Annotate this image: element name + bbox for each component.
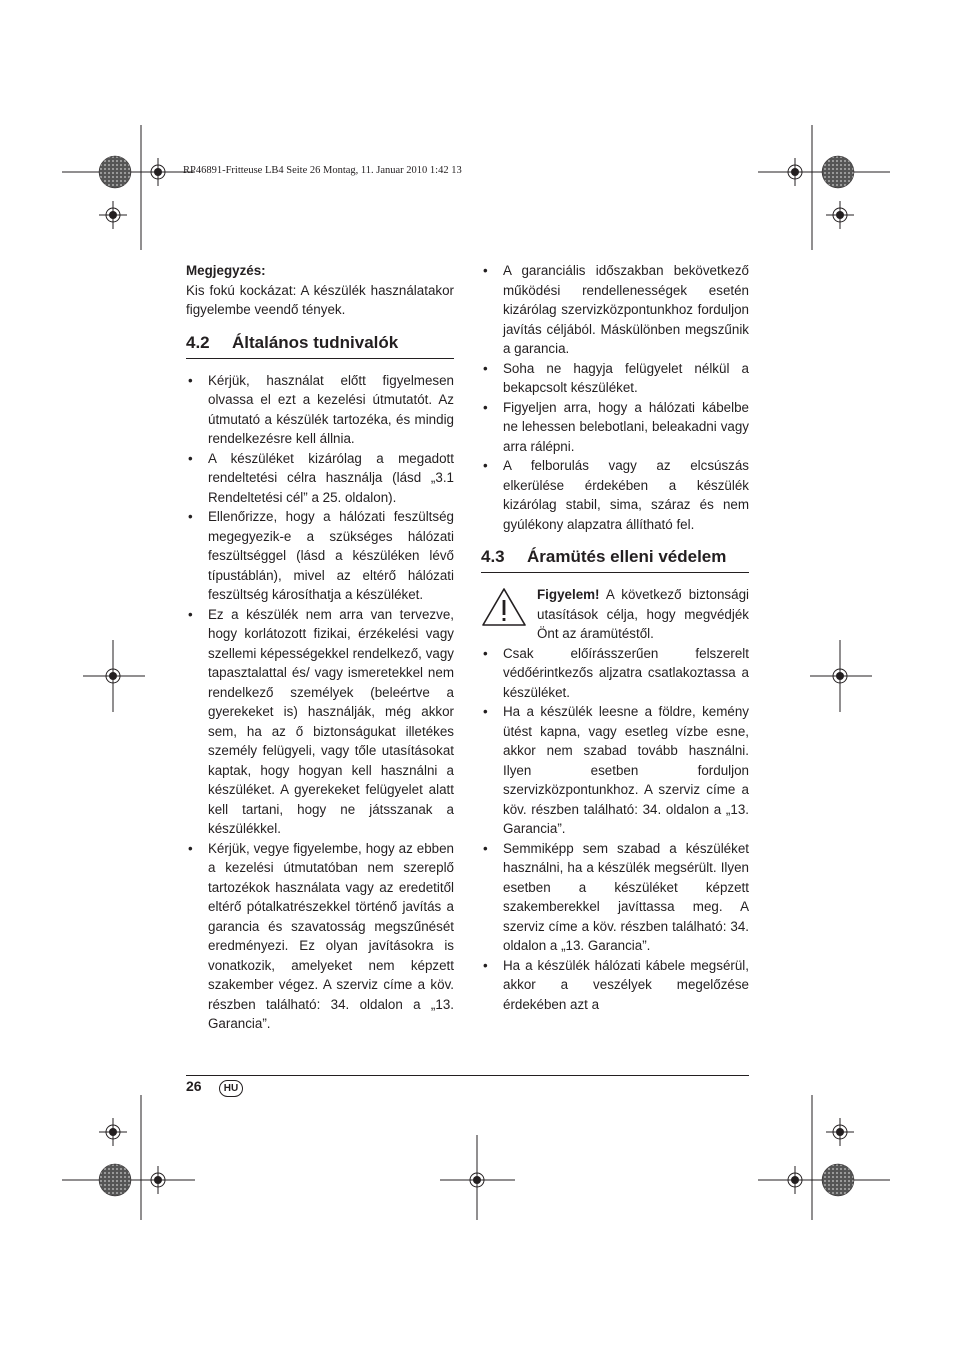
- list-item: • Figyeljen arra, hogy a hálózati kábelbe ne lehessen belebotlani, beleakadni vagy arra rálépni.: [483, 399, 749, 454]
- bullet-icon: •: [188, 840, 193, 856]
- left-column: [186, 261, 454, 1034]
- footer-divider: [186, 1075, 749, 1076]
- print-header: RP46891-Fritteuse LB4 Seite 26 Montag, 11. Januar 2010 1:42 13: [183, 165, 462, 176]
- bullet-icon: •: [188, 509, 193, 524]
- list-item: • A garanciális időszakban bekövetkező működési rendellenességek esetén kizárólag szervizközpontunkhoz forduljon javítás céljából. Máskülönben megszűnik a garancia.: [483, 263, 749, 356]
- list-item: • A készüléket kizárólag a megadott rendeltetési célra használja (lásd „3.1 Rendeltetési cél” a 25. oldalon).: [188, 450, 454, 505]
- list-item: • Csak előírásszerűen felszerelt védőérintkezős aljzatra csatlakoztassa a készüléket.: [483, 645, 749, 700]
- warning-label: Figyelem!: [537, 587, 600, 602]
- general-info-list: [186, 371, 454, 1034]
- bullet-icon: •: [483, 840, 488, 856]
- note-text: Kis fokú kockázat: A készülék használatakor figyelembe veendő tények.: [186, 282, 454, 317]
- page-number: 26: [186, 1078, 202, 1094]
- section-number: 4.2: [186, 332, 210, 352]
- right-column: [481, 261, 749, 1014]
- warning-message: A következő biztonsági utasítások célja, hogy megvédjék Önt az áramütéstől.: [537, 587, 749, 641]
- list-item: • Ellenőrizze, hogy a hálózati feszültség megegyezik-e a szükséges hálózati feszültséggel (lásd a készüléken lévő típustáblán), mivel az eltérő hálózati feszültség károsíthatja a készüléket.: [188, 509, 454, 602]
- warning-text: [537, 585, 749, 644]
- bullet-icon: •: [483, 360, 488, 376]
- bullet-icon: •: [483, 645, 488, 661]
- section-number: 4.3: [481, 547, 505, 566]
- warning-triangle-icon: [481, 585, 537, 644]
- section-heading-4-2: [186, 334, 454, 359]
- section-title: Áramütés elleni védelem: [527, 547, 727, 566]
- list-item: • Ez a készülék nem arra van tervezve, hogy korlátozott fizikai, érzékelési vagy szellemi képességekkel rendelkező, vagy tapasztalattal és/ vagy ismeretekkel nem rendelkező személyek (beleértve a gyerekeket is) használják, még akkor sem, ha az ő biztonságukat illetékes személy felügyeli, vagy tőle utasításokat kaptak, hogy hogyan kell használni a készüléket. A gyerekeket felügyelet alatt kell tartani, hogy ne játsszanak a készülékkel.: [188, 606, 454, 836]
- list-item: • Ha a készülék hálózati kábele megsérül, akkor a veszélyek megelőzése érdekében azt a: [483, 957, 749, 1012]
- bullet-icon: •: [188, 450, 193, 466]
- section-title: Általános tudnivalók: [232, 332, 399, 352]
- bullet-icon: •: [188, 606, 193, 622]
- list-item: • Soha ne hagyja felügyelet nélkül a bekapcsolt készüléket.: [483, 360, 749, 395]
- bullet-icon: •: [188, 372, 193, 388]
- bullet-icon: •: [483, 957, 488, 973]
- general-info-list-continued: [481, 261, 749, 534]
- bullet-icon: •: [483, 399, 488, 415]
- section-heading-4-3: [481, 548, 749, 573]
- bullet-icon: •: [483, 704, 488, 719]
- electric-shock-list: [481, 644, 749, 1015]
- warning-box: [481, 585, 749, 644]
- list-item: • Ha a készülék leesne a földre, kemény ütést kapna, vagy esetleg vízbe esne, akkor nem szabad tovább használni. Ilyen esetben forduljon szervizközpontunkhoz. A szerviz címe a köv. részben található: 34. oldalon a „13. Garancia”.: [483, 704, 749, 836]
- list-item: • Kérjük, vegye figyelembe, hogy az ebben a kezelési útmutatóban nem szereplő tartozékok használata vagy az eredetitől eltérő pótalkatrészekkel történő javítás a garancia és szavatosság megszűnését eredményezi. Ez olyan javításokra is vonatkozik, amelyeket nem képzett szakember végez. A szerviz címe a köv. részben található: 34. oldalon a „13. Garancia”.: [188, 840, 454, 1031]
- note-title: Megjegyzés:: [186, 263, 266, 278]
- list-item: • Semmiképp sem szabad a készüléket használni, ha a készülék megsérült. Ilyen esetben a készüléket képzett szakemberekkel javíttassa meg. A szerviz címe a köv. részben található: 34. oldalon a „13. Garancia”.: [483, 840, 749, 953]
- language-badge: HU: [219, 1080, 243, 1097]
- bullet-icon: •: [483, 458, 488, 473]
- list-item: • A felborulás vagy az elcsúszás elkerülése érdekében a készülék kizárólag stabil, sima, száraz és nem gyúlékony alapzatra állítható fel.: [483, 458, 749, 532]
- list-item: • Kérjük, használat előtt figyelmesen olvassa el ezt a kezelési útmutatót. Az útmutató a készülék tartozéka, és mindig rendelkezésre kell állnia.: [188, 372, 454, 446]
- bullet-icon: •: [483, 263, 488, 278]
